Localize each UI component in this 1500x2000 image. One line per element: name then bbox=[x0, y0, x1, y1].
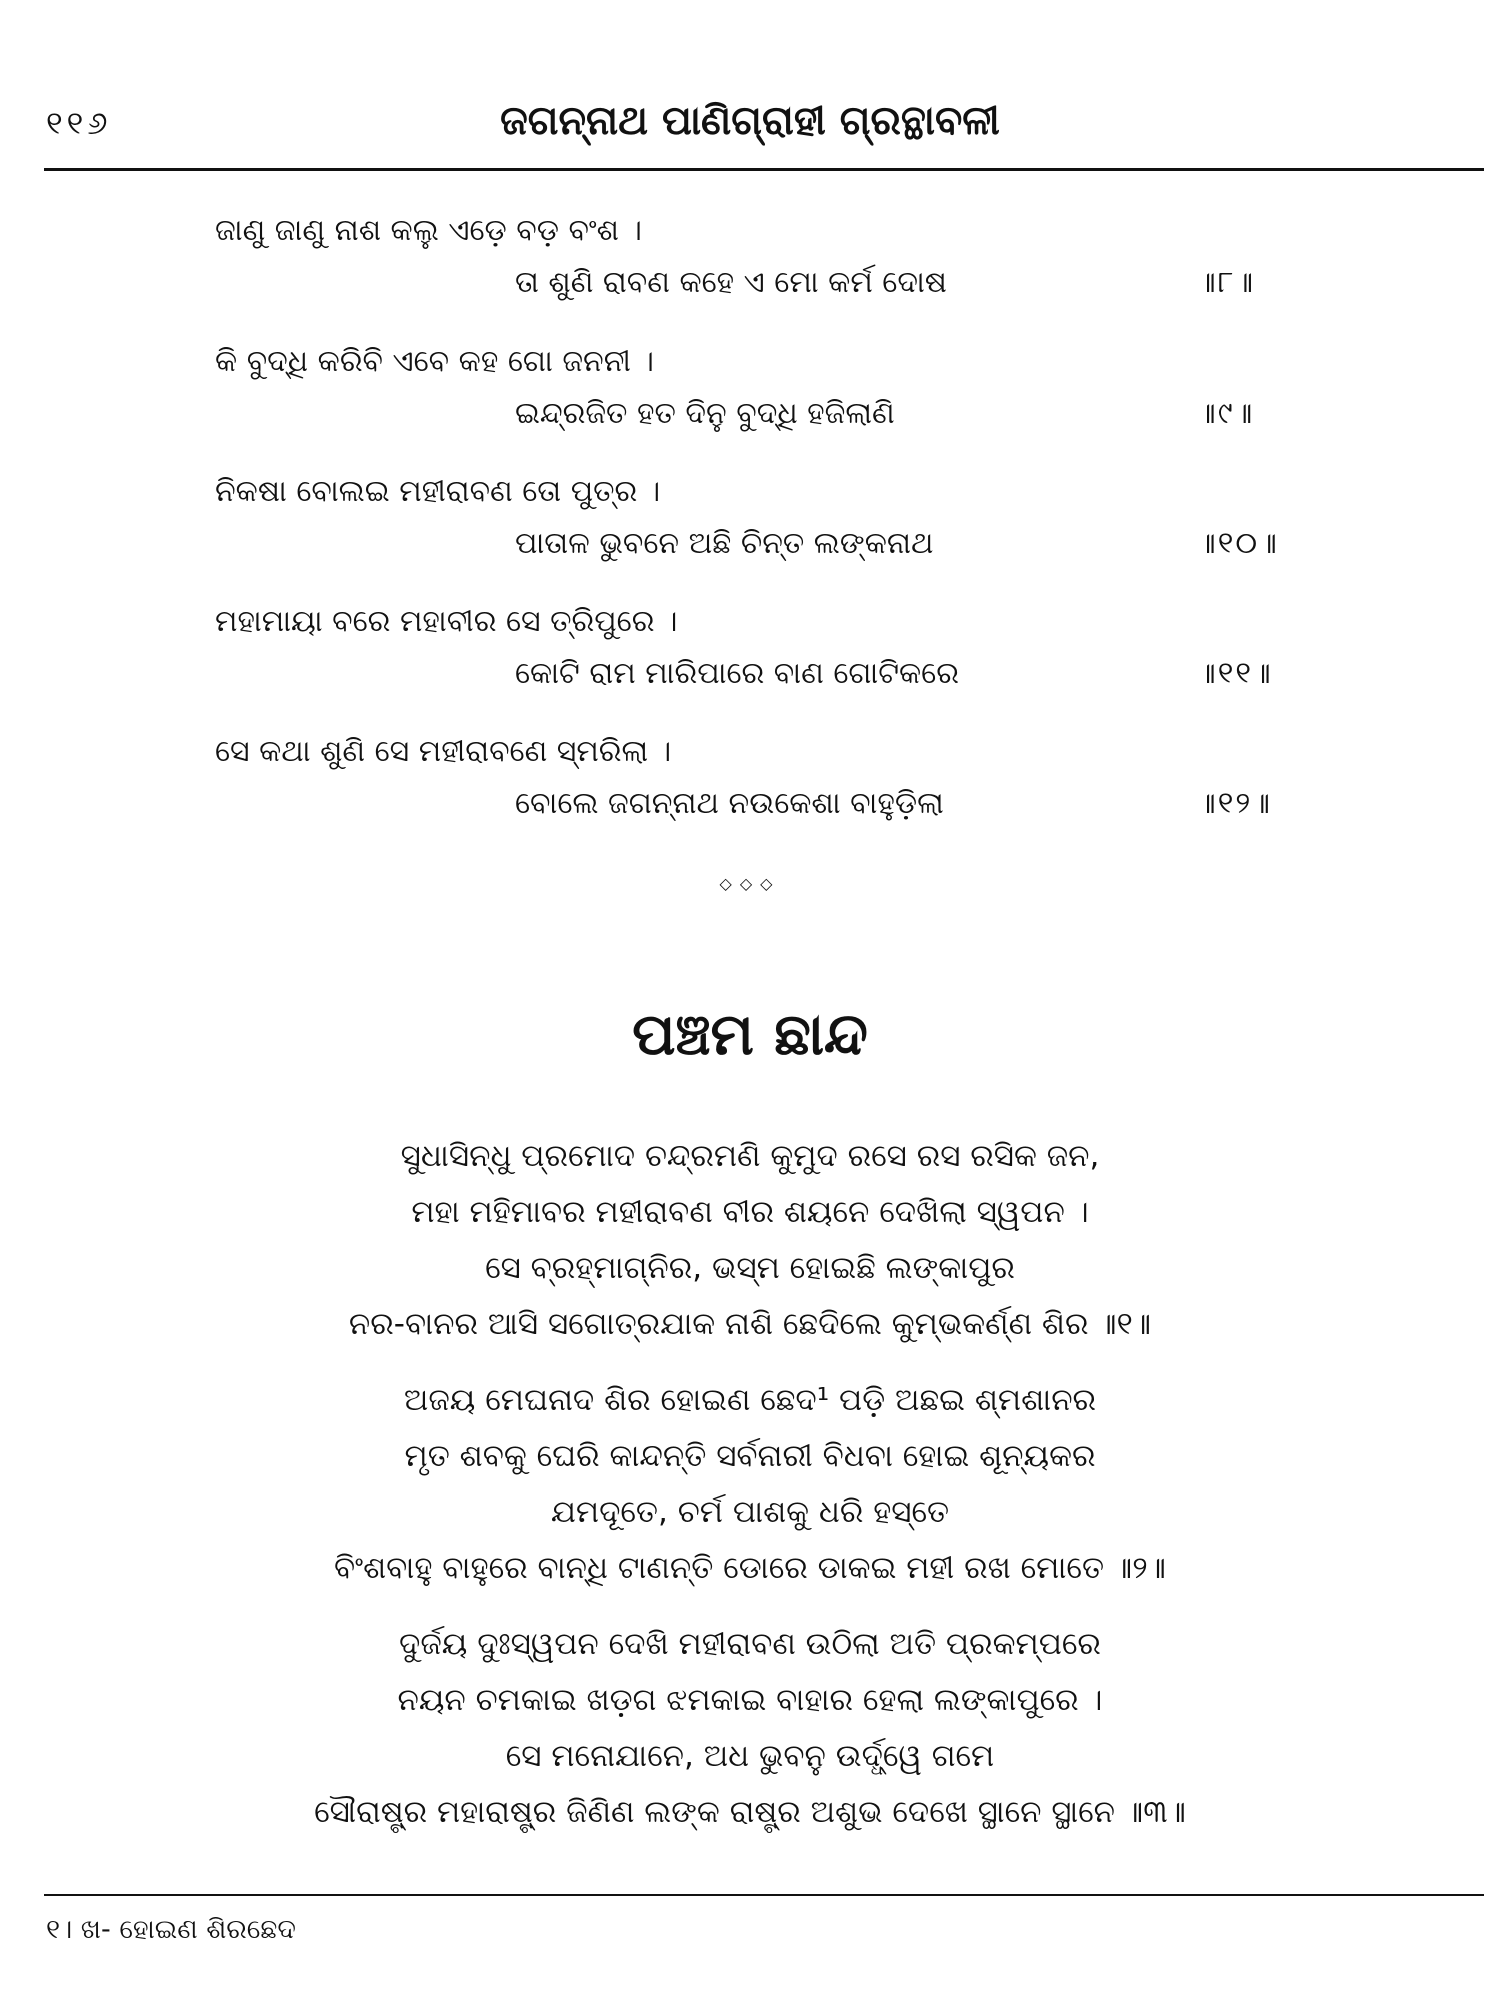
stanza-line: ସୁଧାସିନ୍ଧୁ ପ୍ରମୋଦ ଚନ୍ଦ୍ରମଣି କୁମୁଦ ରସେ ରସ ରସିକ ଜନ, bbox=[400, 1138, 1100, 1174]
couplet-line-2: ପାତାଳ ଭୁବନେ ଅଛି ଚିନ୍ତ ଲଙ୍କନାଥ bbox=[515, 526, 934, 561]
page-number: ୧୧୬ bbox=[46, 104, 112, 142]
footnote: ୧। ଖ- ହୋଇଣ ଶିରଛେଦ bbox=[46, 1914, 296, 1945]
couplet-line-2: ବୋଲେ ଜଗନ୍ନାଥ ନଉକେଶା ବାହୁଡ଼ିଲା bbox=[515, 786, 944, 821]
couplet-line-2: କୋଟି ରାମ ମାରିପାରେ ବାଣ ଗୋଟିକରେ bbox=[515, 656, 959, 691]
stanza-line: ବିଂଶବାହୁ ବାହୁରେ ବାନ୍ଧି ଟାଣନ୍ତି ଡୋରେ ଡାକଇ ମହୀ ରଖ ମୋତେ ॥୨॥ bbox=[333, 1550, 1166, 1586]
couplet-line-1: ସେ କଥା ଶୁଣି ସେ ମହୀରାବଣେ ସ୍ମରିଲା । bbox=[215, 734, 672, 769]
couplet-line-2: ତା ଶୁଣି ରାବଣ କହେ ଏ ମୋ କର୍ମ ଦୋଷ bbox=[515, 265, 947, 300]
stanza-line: ଯମଦୂତେ, ଚର୍ମ ପାଶକୁ ଧରି ହସ୍ତେ bbox=[550, 1494, 950, 1530]
verse-number: ॥୯॥ bbox=[1198, 396, 1255, 431]
stanza-line: ସେ ବ୍ରହ୍ମାଗ୍ନିର, ଭସ୍ମ ହୋଇଛି ଲଙ୍କାପୁର bbox=[485, 1250, 1015, 1286]
stanza-line: ମହା ମହିମାବର ମହୀରାବଣ ବୀର ଶୟନେ ଦେଖିଲା ସ୍ୱପନ । bbox=[411, 1194, 1089, 1230]
stanza-line: ସୌରାଷ୍ଟ୍ର ମହାରାଷ୍ଟ୍ର ଜିଣିଣ ଲଙ୍କ ରାଷ୍ଟ୍ର ଅଶୁଭ ଦେଖେ ସ୍ଥାନେ ସ୍ଥାନେ ॥୩॥ bbox=[314, 1794, 1186, 1830]
stanza-line: ଅଜୟ ମେଘନାଦ ଶିର ହୋଇଣ ଛେଦ¹ ପଡ଼ି ଅଛଇ ଶ୍ମଶାନର bbox=[403, 1382, 1097, 1418]
stanza-3 bbox=[160, 1616, 1340, 1840]
couplet-line-1: ଜାଣୁ ଜାଣୁ ନାଶ କଲୁ ଏଡ଼େ ବଡ଼ ବଂଶ । bbox=[215, 213, 642, 248]
footer-rule bbox=[44, 1894, 1484, 1896]
stanza-2 bbox=[160, 1372, 1340, 1596]
couplet-line-2: ଇନ୍ଦ୍ରଜିତ ହତ ଦିନୁ ବୁଦ୍ଧି ହଜିଲାଣି bbox=[515, 396, 895, 431]
couplet-line-1: ମହାମାୟା ବରେ ମହାବୀର ସେ ତ୍ରିପୁରେ । bbox=[215, 604, 678, 639]
section-heading: ପଞ୍ଚମ ଛାନ୍ଦ bbox=[632, 1000, 868, 1068]
stanza-line: ନୟନ ଚମକାଇ ଖଡ଼ଗ ଝମକାଇ ବାହାର ହେଲା ଲଙ୍କାପୁରେ । bbox=[397, 1682, 1103, 1718]
verse-number: ॥୧୦॥ bbox=[1198, 526, 1279, 561]
stanza-1 bbox=[160, 1128, 1340, 1352]
verse-number: ॥୧୧॥ bbox=[1198, 656, 1273, 691]
running-title: ଜଗନ୍ନାଥ ପାଣିଗ୍ରାହୀ ଗ୍ରନ୍ଥାବଳୀ bbox=[500, 98, 1000, 144]
stanza-line: ଦୁର୍ଜୟ ଦୁଃସ୍ୱପନ ଦେଖି ମହୀରାବଣ ଉଠିଲା ଅତି ପ୍ରକମ୍ପରେ bbox=[399, 1626, 1101, 1662]
couplet-line-1: କି ବୁଦ୍ଧି କରିବି ଏବେ କହ ଗୋ ଜନନୀ । bbox=[215, 344, 654, 379]
stanza-line: ସେ ମନୋଯାନେ, ଅଧ ଭୁବନୁ ଉର୍ଦ୍ଧ୍ୱେ ଗମେ bbox=[505, 1738, 995, 1774]
couplet-line-1: ନିକଷା ବୋଲଇ ମହୀରାବଣ ତୋ ପୁତ୍ର । bbox=[215, 474, 661, 509]
header-rule bbox=[44, 168, 1484, 171]
verse-number: ॥୧୨॥ bbox=[1198, 786, 1273, 821]
verse-number: ॥୮॥ bbox=[1198, 265, 1256, 300]
ornament-divider: ◇◇◇ bbox=[719, 874, 781, 893]
stanza-line: ନର-ବାନର ଆସି ସଗୋତ୍ରଯାକ ନାଶି ଛେଦିଲେ କୁମ୍ଭକର୍ଣ୍ଣ ଶିର ॥୧॥ bbox=[348, 1306, 1152, 1342]
stanza-line: ମୃତ ଶବକୁ ଘେରି କାନ୍ଦନ୍ତି ସର୍ବନାରୀ ବିଧବା ହୋଇ ଶୂନ୍ୟକର bbox=[404, 1438, 1096, 1474]
